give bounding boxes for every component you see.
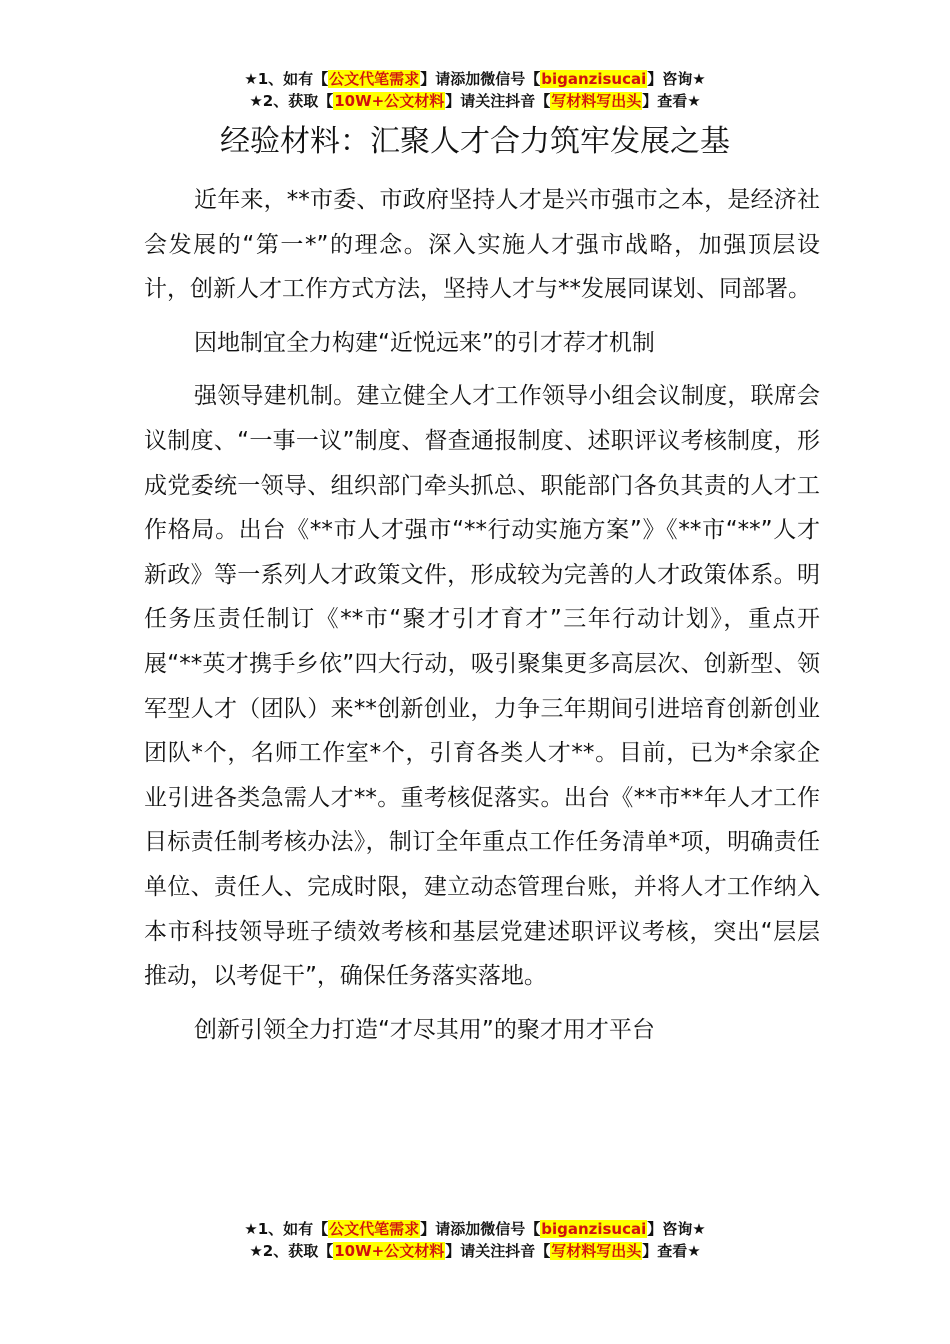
banner-text: ★2、获取【 <box>249 92 334 110</box>
document-body <box>144 178 820 1052</box>
banner-line-1 <box>0 1218 950 1240</box>
highlight-materials: 10W+公文材料 <box>334 1242 445 1260</box>
page-title: 经验材料：汇聚人才合力筑牢发展之基 <box>220 124 730 159</box>
banner-text: 】查看★ <box>642 92 701 110</box>
banner-text: 】请添加微信号【 <box>420 70 541 88</box>
banner-text: ★2、获取【 <box>249 1242 334 1260</box>
intro-paragraph: 近年来，**市委、市政府坚持人才是兴市强市之本，是经济社会发展的“第一*”的理念。深入实施人才强市战略，加强顶层设计，创新人才工作方式方法，坚持人才与**发展同谋划、同部署。 <box>144 187 820 303</box>
highlight-wechat-id: biganzisucai <box>541 70 647 88</box>
highlight-materials: 10W+公文材料 <box>334 92 445 110</box>
section-heading-1: 因地制宜全力构建“近悦远来”的引才荐才机制 <box>194 329 655 356</box>
section-paragraph-1: 强领导建机制。建立健全人才工作领导小组会议制度，联席会议制度、“一事一议”制度、督查通报制度、述职评议考核制度，形成党委统一领导、组织部门牵头抓总、职能部门各负其责的人才工作格局。出台《**市人才强市“**行动实施方案”》《**市“**”人才新政》等一系列人才政策文件，形成较为完善的人才政策体系。明任务压责任制订《**市“聚才引才育才”三年行动计划》，重点开展“**英才携手乡依”四大行动，吸引聚集更多高层次、创新型、领军型人才（团队）来**创新创业，力争三年期间引进培育创新创业团队*个，名师工作室*个，引育各类人才**。目前，已为*余家企业引进各类急需人才**。重考核促落实。出台《**市**年人才工作目标责任制考核办法》，制订全年重点工作任务清单*项，明确责任单位、责任人、完成时限，建立动态管理台账，并将人才工作纳入本市科技领导班子绩效考核和基层党建述职评议考核，突出“层层推动，以考促干”，确保任务落实落地。 <box>144 383 820 990</box>
highlight-douyin: 写材料写出头 <box>551 1242 642 1260</box>
banner-text: 】请关注抖音【 <box>445 92 551 110</box>
banner-text: ★1、如有【 <box>244 1220 329 1238</box>
bottom-banner <box>0 1218 950 1262</box>
highlight-service: 公文代笔需求 <box>329 1220 420 1238</box>
banner-text: 】咨询★ <box>647 1220 706 1238</box>
banner-line-2 <box>0 90 950 112</box>
highlight-service: 公文代笔需求 <box>329 70 420 88</box>
banner-text: 】请关注抖音【 <box>445 1242 551 1260</box>
highlight-wechat-id: biganzisucai <box>541 1220 647 1238</box>
banner-text: 】查看★ <box>642 1242 701 1260</box>
highlight-douyin: 写材料写出头 <box>551 92 642 110</box>
top-banner <box>0 68 950 112</box>
section-heading-2: 创新引领全力打造“才尽其用”的聚才用才平台 <box>194 1016 655 1043</box>
banner-text: 】请添加微信号【 <box>420 1220 541 1238</box>
banner-line-1 <box>0 68 950 90</box>
banner-text: ★1、如有【 <box>244 70 329 88</box>
banner-text: 】咨询★ <box>647 70 706 88</box>
banner-line-2 <box>0 1240 950 1262</box>
